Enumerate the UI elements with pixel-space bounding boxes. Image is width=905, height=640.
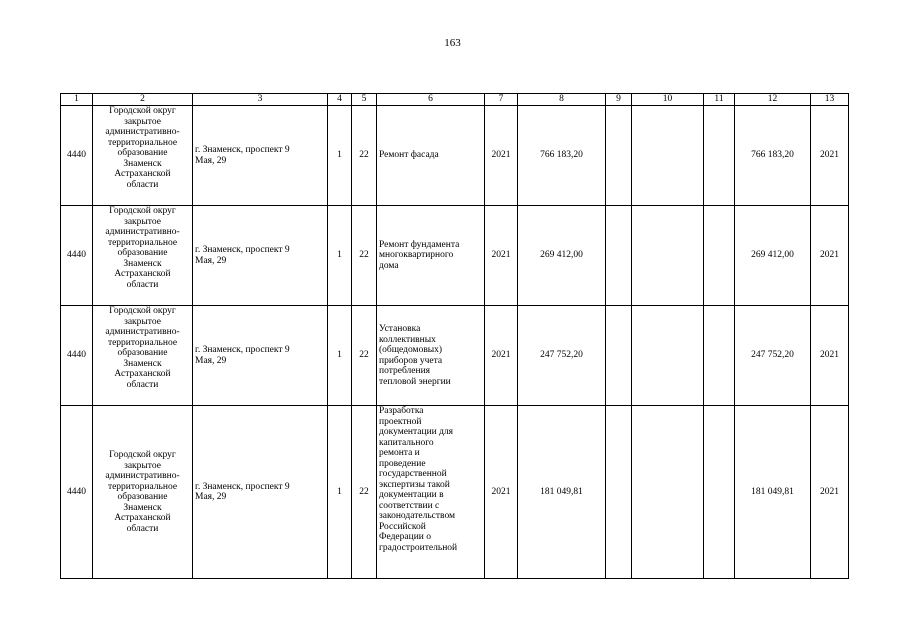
cell-col11 xyxy=(704,406,735,579)
header-row xyxy=(61,94,849,106)
cell-code: 4440 xyxy=(61,106,93,206)
column-header: 1 xyxy=(61,94,93,106)
cell-municipality: Городской округ закрытое административно- территориальное образование Знаменск Астраханской области xyxy=(93,106,193,206)
cell-col4: 1 xyxy=(328,106,352,206)
cell-end-year: 2021 xyxy=(811,206,849,306)
column-header: 12 xyxy=(735,94,811,106)
cell-col10 xyxy=(632,206,704,306)
cell-end-year: 2021 xyxy=(811,306,849,406)
column-header: 2 xyxy=(93,94,193,106)
cell-col4: 1 xyxy=(328,406,352,579)
cell-code: 4440 xyxy=(61,306,93,406)
cell-address: г. Знаменск, проспект 9 Мая, 29 xyxy=(193,306,328,406)
cell-cost: 766 183,20 xyxy=(518,106,606,206)
column-header: 4 xyxy=(328,94,352,106)
cell-col10 xyxy=(632,406,704,579)
cell-year: 2021 xyxy=(485,106,518,206)
cell-address: г. Знаменск, проспект 9 Мая, 29 xyxy=(193,206,328,306)
cell-total: 247 752,20 xyxy=(735,306,811,406)
column-header: 13 xyxy=(811,94,849,106)
cell-code: 4440 xyxy=(61,406,93,579)
cell-col5: 22 xyxy=(352,306,377,406)
cell-cost: 247 752,20 xyxy=(518,306,606,406)
cell-total: 766 183,20 xyxy=(735,106,811,206)
column-header: 3 xyxy=(193,94,328,106)
cell-col4: 1 xyxy=(328,206,352,306)
table-row xyxy=(61,406,849,579)
column-header: 8 xyxy=(518,94,606,106)
cell-col5: 22 xyxy=(352,206,377,306)
cell-end-year: 2021 xyxy=(811,106,849,206)
cell-work-type: Ремонт фундамента многоквартирного дома xyxy=(377,206,485,306)
column-header: 7 xyxy=(485,94,518,106)
table-row xyxy=(61,206,849,306)
cell-year: 2021 xyxy=(485,206,518,306)
cell-municipality: Городской округ закрытое административно- территориальное образование Знаменск Астраханской области xyxy=(93,306,193,406)
column-header: 9 xyxy=(606,94,632,106)
cell-col9 xyxy=(606,406,632,579)
cell-col9 xyxy=(606,306,632,406)
cell-col10 xyxy=(632,106,704,206)
cell-cost: 181 049,81 xyxy=(518,406,606,579)
cell-address: г. Знаменск, проспект 9 Мая, 29 xyxy=(193,106,328,206)
page-number: 163 xyxy=(444,37,461,49)
cell-address: г. Знаменск, проспект 9 Мая, 29 xyxy=(193,406,328,579)
cell-col11 xyxy=(704,106,735,206)
cell-col10 xyxy=(632,306,704,406)
cell-col4: 1 xyxy=(328,306,352,406)
cell-year: 2021 xyxy=(485,306,518,406)
cell-work-type: Установка коллективных (общедомовых) приборов учета потребления тепловой энергии xyxy=(377,306,485,406)
cell-code: 4440 xyxy=(61,206,93,306)
column-header: 10 xyxy=(632,94,704,106)
cell-total: 269 412,00 xyxy=(735,206,811,306)
cell-cost: 269 412,00 xyxy=(518,206,606,306)
column-header: 11 xyxy=(704,94,735,106)
cell-municipality: Городской округ закрытое административно- территориальное образование Знаменск Астраханской области xyxy=(93,206,193,306)
cell-col5: 22 xyxy=(352,106,377,206)
cell-col11 xyxy=(704,206,735,306)
cell-work-type: Ремонт фасада xyxy=(377,106,485,206)
cell-total: 181 049,81 xyxy=(735,406,811,579)
cell-work-type: Разработка проектной документации для капитального ремонта и проведение государственной экспертизы такой документации в соответствии с законодательством Российской Федерации о градостроительной xyxy=(377,406,485,579)
table-row xyxy=(61,106,849,206)
table-row xyxy=(61,306,849,406)
cell-col9 xyxy=(606,106,632,206)
cell-col5: 22 xyxy=(352,406,377,579)
cell-year: 2021 xyxy=(485,406,518,579)
cell-municipality: Городской округ закрытое административно- территориальное образование Знаменск Астраханской области xyxy=(93,406,193,579)
column-header: 5 xyxy=(352,94,377,106)
cell-end-year: 2021 xyxy=(811,406,849,579)
cell-col11 xyxy=(704,306,735,406)
cell-col9 xyxy=(606,206,632,306)
works-table xyxy=(60,93,849,579)
column-header: 6 xyxy=(377,94,485,106)
